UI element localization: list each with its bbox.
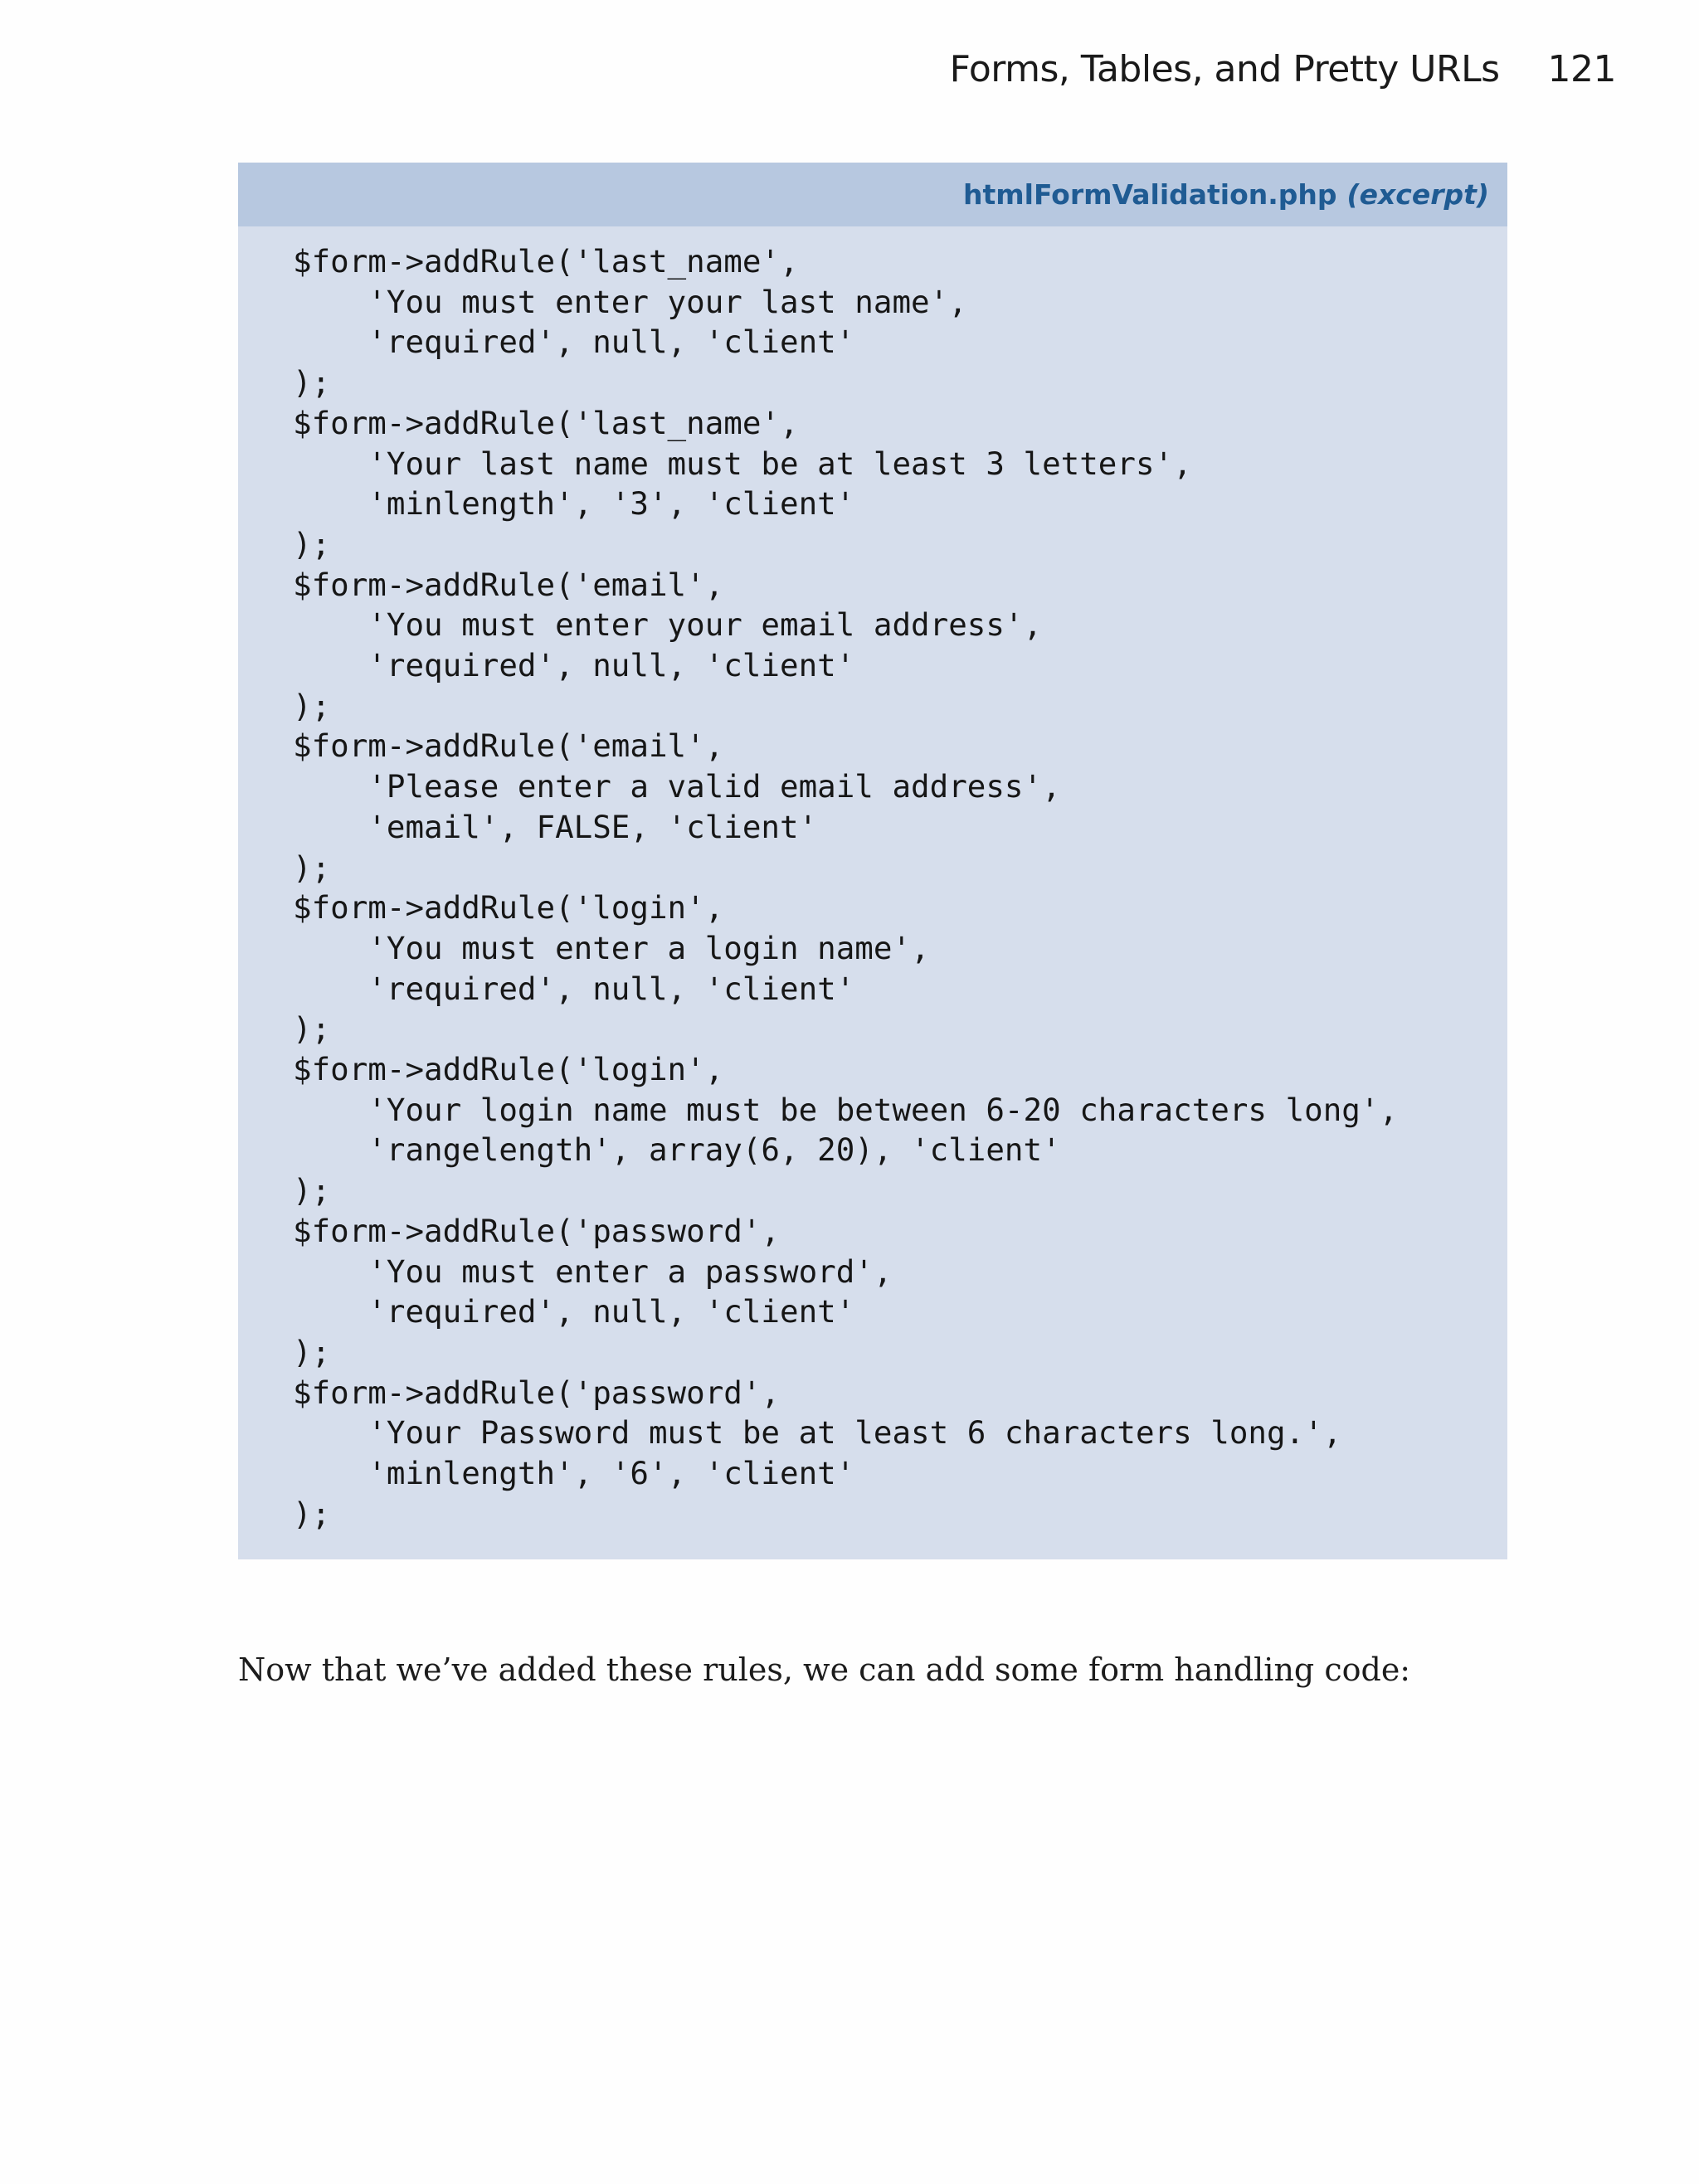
page-number: 121	[1547, 48, 1616, 90]
section-title: Forms, Tables, and Pretty URLs	[949, 48, 1500, 90]
code-listing	[238, 163, 1507, 1559]
running-head	[950, 48, 1616, 90]
code-filename: htmlFormValidation.php	[963, 178, 1337, 211]
code-listing-header	[238, 163, 1507, 226]
code-block: $form->addRule('last_name', 'You must enter your last name', 'required', null, 'client' ); $form->addRule('last_name', 'Your last name must be at least 3 letters', 'minlength', '3', 'client' ); $form->addRule('email', 'You must enter your email address', 'required', null, 'client' ); $form->addRule('email', 'Please enter a valid email address', 'email', FALSE, 'client' ); $form->addRule('login', 'You must enter a login name', 'required', null, 'client' ); $form->addRule('login', 'Your login name must be between 6-20 characters long', 'rangelength', array(6, 20), 'client' ); $form->addRule('password', 'You must enter a password', 'required', null, 'client' ); $form->addRule('password', 'Your Password must be at least 6 characters long.', 'minlength', '6', 'client' );	[293, 243, 1399, 1532]
code-qualifier: (excerpt)	[1346, 178, 1489, 211]
body-paragraph: Now that we’ve added these rules, we can add some form handling code:	[238, 1651, 1411, 1688]
